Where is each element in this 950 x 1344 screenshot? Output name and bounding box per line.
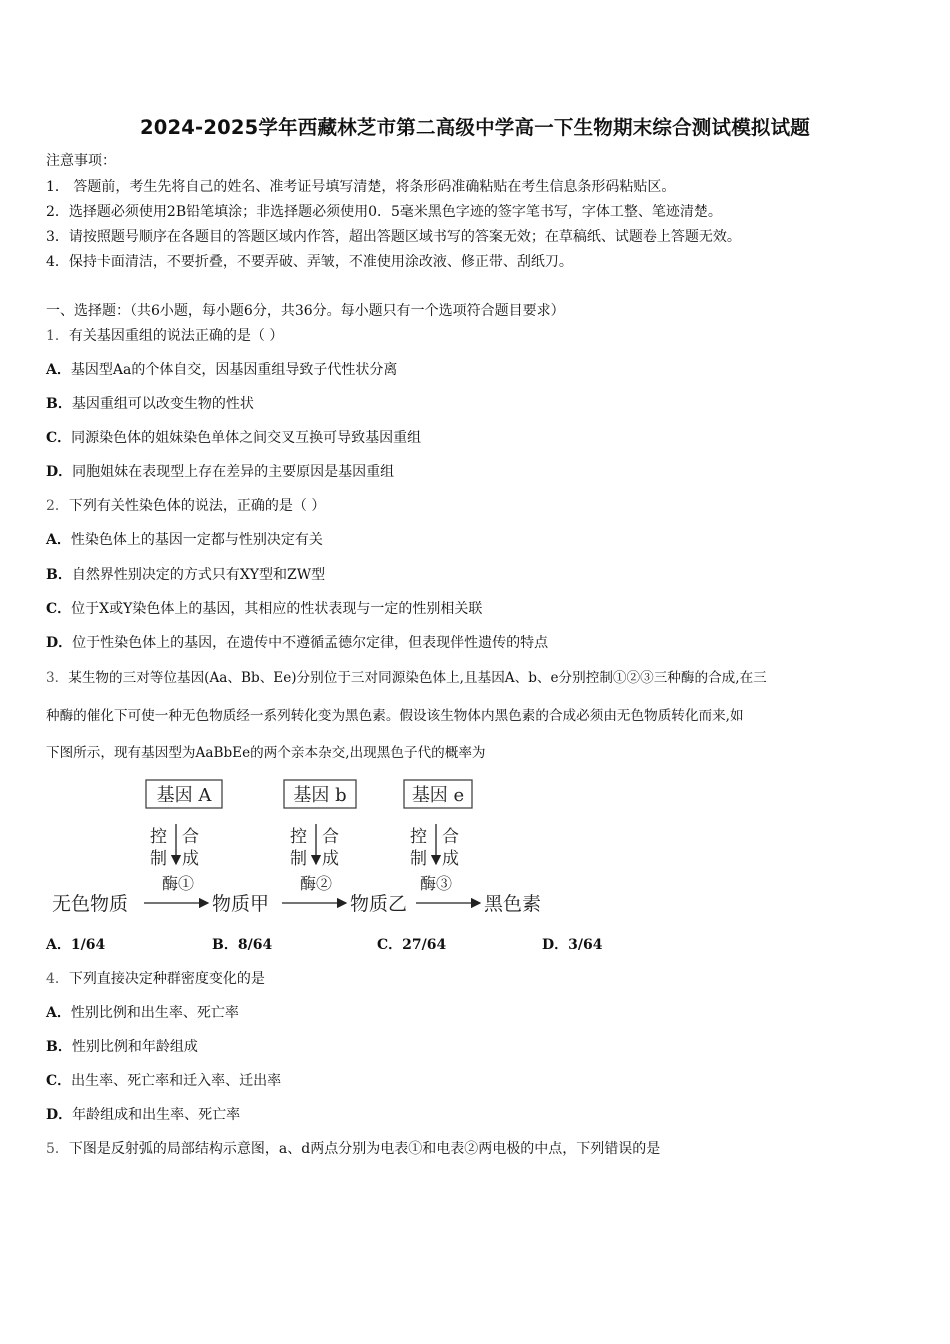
question-4-option-b — [46, 1037, 198, 1057]
synth-label-3a: 合 — [442, 827, 459, 847]
question-3-stem-line-3: 下图所示，现有基因型为AaBbEe的两个亲本杂交,出现黑色子代的概率为 — [46, 745, 486, 761]
gene-a-label: 基因 A — [156, 785, 212, 806]
option-letter: B． — [46, 567, 72, 583]
synth-label-2b: 成 — [322, 849, 339, 869]
option-text: 1/64 — [70, 937, 106, 953]
question-3-stem-line-1 — [46, 668, 767, 688]
option-letter: D． — [542, 937, 569, 953]
notice-item-4: 4．保持卡面清洁，不要折叠，不要弄破、弄皱，不准使用涂改液、修正带、刮纸刀。 — [46, 254, 573, 270]
question-number: 1． — [46, 328, 69, 344]
option-letter: A． — [46, 1005, 71, 1021]
option-letter: B． — [212, 937, 238, 953]
option-text: 性别比例和出生率、死亡率 — [70, 1005, 239, 1021]
option-letter: C． — [377, 937, 403, 953]
question-5-stem — [46, 1139, 660, 1159]
substance-jia: 物质甲 — [212, 893, 270, 915]
question-2-stem — [46, 496, 325, 516]
option-text: 位于性染色体上的基因，在遗传中不遵循孟德尔定律，但表现伴性遗传的特点 — [72, 635, 549, 651]
section-heading: 一、选择题：（共6小题，每小题6分，共36分。每小题只有一个选项符合题目要求） — [46, 303, 565, 319]
option-text: 8/64 — [237, 937, 273, 953]
page-title: 2024-2025学年西藏林芝市第二高级中学高一下生物期末综合测试模拟试题 — [139, 116, 811, 139]
question-number: 5． — [46, 1141, 69, 1157]
control-label-1b: 制 — [150, 849, 167, 869]
question-4-option-d — [46, 1105, 240, 1125]
question-1-option-a — [46, 360, 397, 380]
substance-colorless: 无色物质 — [52, 893, 129, 915]
question-4-option-c — [46, 1071, 281, 1091]
control-label-2b: 制 — [290, 849, 307, 869]
question-number: 3． — [46, 670, 69, 686]
question-3-options — [46, 934, 746, 956]
enzyme-3-label: 酶③ — [419, 874, 453, 893]
option-letter: B． — [46, 1039, 72, 1055]
gene-e-label: 基因 e — [411, 785, 465, 806]
question-2-option-c — [46, 599, 482, 619]
control-label-1a: 控 — [150, 827, 167, 847]
notice-item-2: 2．选择题必须使用2B铅笔填涂；非选择题必须使用0．5毫米黑色字迹的签字笔书写，字体工整、笔迹清楚。 — [46, 204, 722, 220]
question-2-option-d — [46, 633, 548, 653]
option-letter: C． — [46, 601, 72, 617]
question-text: 下列有关性染色体的说法，正确的是（ ） — [68, 498, 326, 514]
substance-yi: 物质乙 — [350, 893, 408, 915]
synth-label-1b: 成 — [182, 849, 199, 869]
substance-melanin: 黑色素 — [484, 893, 542, 915]
option-letter: A． — [46, 937, 71, 953]
option-text: 年龄组成和出生率、死亡率 — [72, 1107, 241, 1123]
control-label-3a: 控 — [410, 827, 427, 847]
question-3-stem-line-2: 种酶的催化下可使一种无色物质经一系列转化变为黑色素。假设该生物体内黑色素的合成必须由无色物质转化而来,如 — [46, 708, 744, 724]
option-text: 性别比例和年龄组成 — [71, 1039, 198, 1055]
question-4-stem — [46, 969, 265, 989]
question-text: 有关基因重组的说法正确的是（ ） — [68, 328, 284, 344]
option-text: 基因型Aa的个体自交，因基因重组导致子代性状分离 — [70, 362, 398, 378]
question-text: 某生物的三对等位基因(Aa、Bb、Ee)分别位于三对同源染色体上,且基因A、b、e分别控制①②③三种酶的合成,在三 — [68, 670, 767, 686]
option-letter: D． — [46, 464, 73, 480]
gene-b-label: 基因 b — [293, 785, 347, 806]
question-3-option-c — [377, 934, 446, 954]
question-number: 2． — [46, 498, 69, 514]
enzyme-1-label: 酶① — [161, 874, 195, 893]
notice-heading: 注意事项： — [46, 153, 116, 169]
question-number: 4． — [46, 971, 69, 987]
option-text: 基因重组可以改变生物的性状 — [71, 396, 254, 412]
question-2-option-b — [46, 565, 325, 585]
option-letter: C． — [46, 1073, 72, 1089]
option-letter: B． — [46, 396, 72, 412]
synth-label-3b: 成 — [442, 849, 459, 869]
option-text: 同源染色体的姐妹染色单体之间交叉互换可导致基因重组 — [71, 430, 422, 446]
option-letter: C． — [46, 430, 72, 446]
option-text: 27/64 — [402, 937, 447, 953]
question-3-option-d — [542, 934, 602, 954]
option-text: 3/64 — [568, 937, 603, 953]
question-4-option-a — [46, 1003, 239, 1023]
option-text: 位于X或Y染色体上的基因，其相应的性状表现与一定的性别相关联 — [71, 601, 483, 617]
synth-label-1a: 合 — [182, 827, 199, 847]
question-2-option-a — [46, 530, 323, 550]
gene-e-box — [404, 780, 472, 808]
option-text: 同胞姐妹在表现型上存在差异的主要原因是基因重组 — [72, 464, 395, 480]
question-1-option-d — [46, 462, 394, 482]
option-letter: A． — [46, 532, 71, 548]
question-3-option-a — [46, 934, 105, 954]
question-3-option-b — [212, 934, 272, 954]
option-text: 自然界性别决定的方式只有XY型和ZW型 — [71, 567, 326, 583]
option-text: 性染色体上的基因一定都与性别决定有关 — [70, 532, 323, 548]
option-text: 出生率、死亡率和迁入率、迁出率 — [71, 1073, 282, 1089]
control-label-3b: 制 — [410, 849, 427, 869]
control-label-2a: 控 — [290, 827, 307, 847]
synth-label-2a: 合 — [322, 827, 339, 847]
enzyme-2-label: 酶② — [299, 874, 333, 893]
question-1-stem — [46, 326, 283, 346]
question-1-option-c — [46, 428, 421, 448]
gene-b-box — [284, 780, 356, 808]
notice-item-1: 1． 答题前，考生先将自己的姓名、准考证号填写清楚，将条形码准确粘贴在考生信息条形码粘贴区。 — [46, 179, 676, 195]
option-letter: D． — [46, 635, 73, 651]
question-text: 下列直接决定种群密度变化的是 — [68, 971, 265, 987]
question-1-option-b — [46, 394, 254, 414]
gene-a-box — [146, 780, 222, 808]
option-letter: D． — [46, 1107, 73, 1123]
notice-item-3: 3．请按照题号顺序在各题目的答题区域内作答，超出答题区域书写的答案无效；在草稿纸、试题卷上答题无效。 — [46, 229, 741, 245]
question-text: 下图是反射弧的局部结构示意图，a、d两点分别为电表①和电表②两电极的中点，下列错误的是 — [68, 1141, 661, 1157]
pathway-diagram — [46, 772, 566, 922]
option-letter: A． — [46, 362, 71, 378]
